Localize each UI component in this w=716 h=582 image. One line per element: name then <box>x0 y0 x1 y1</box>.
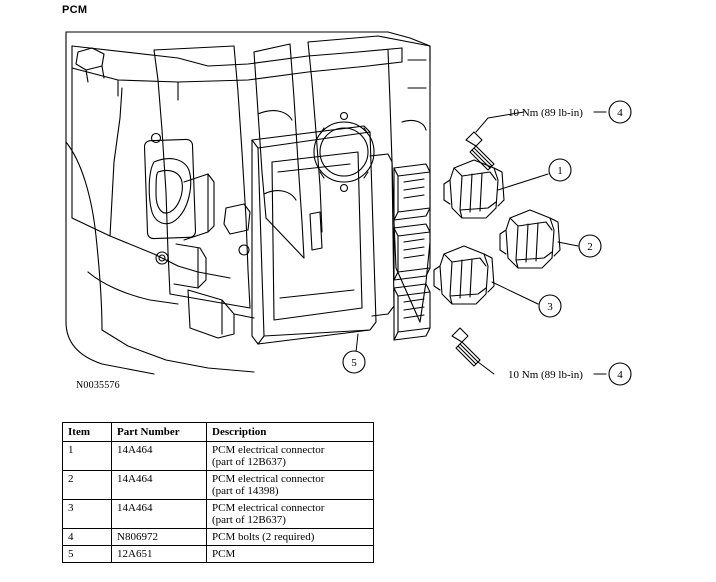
cell-part-number: 12A651 <box>112 546 207 563</box>
description-main: PCM bolts (2 required) <box>212 531 315 543</box>
header-description: Description <box>207 423 374 442</box>
table-row <box>63 471 374 500</box>
svg-text:4: 4 <box>617 107 623 119</box>
description-main: PCM <box>212 548 236 560</box>
table-row <box>63 500 374 529</box>
cell-description <box>207 529 374 546</box>
cell-part-number: 14A464 <box>112 500 207 529</box>
description-sub: (part of 12B637) <box>212 514 286 526</box>
svg-text:4: 4 <box>617 369 623 381</box>
description-main: PCM electrical connector <box>212 502 325 514</box>
description-sub: (part of 14398) <box>212 485 279 497</box>
svg-text:2: 2 <box>587 241 593 253</box>
cell-part-number: 14A464 <box>112 442 207 471</box>
svg-text:5: 5 <box>351 357 357 369</box>
svg-text:3: 3 <box>547 301 553 313</box>
cell-part-number: N806972 <box>112 529 207 546</box>
cell-description <box>207 471 374 500</box>
table-header-row <box>63 423 374 442</box>
header-item: Item <box>63 423 112 442</box>
description-main: PCM electrical connector <box>212 473 325 485</box>
cell-description <box>207 546 374 563</box>
table-row <box>63 442 374 471</box>
description-main: PCM electrical connector <box>212 444 325 456</box>
cell-item: 1 <box>63 442 112 471</box>
header-part-number: Part Number <box>112 423 207 442</box>
parts-table <box>62 422 374 563</box>
cell-description <box>207 442 374 471</box>
torque-label-bottom: 10 Nm (89 lb-in) <box>508 369 583 381</box>
cell-description <box>207 500 374 529</box>
figure-id: N0035576 <box>76 380 120 391</box>
cell-item: 3 <box>63 500 112 529</box>
cell-item: 2 <box>63 471 112 500</box>
pcm-illustration <box>58 22 658 407</box>
cell-part-number: 14A464 <box>112 471 207 500</box>
table-row <box>63 529 374 546</box>
svg-text:1: 1 <box>557 165 563 177</box>
description-sub: (part of 12B637) <box>212 456 286 468</box>
table-row <box>63 546 374 563</box>
cell-item: 4 <box>63 529 112 546</box>
page-title: PCM <box>62 4 88 16</box>
torque-label-top: 10 Nm (89 lb-in) <box>508 107 583 119</box>
cell-item: 5 <box>63 546 112 563</box>
